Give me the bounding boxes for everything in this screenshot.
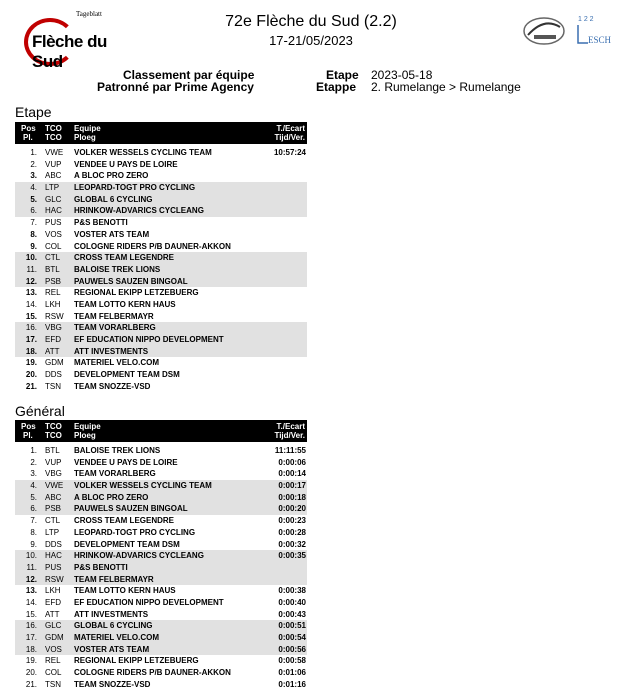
team-name-cell: GLOBAL 6 CYCLING: [74, 194, 153, 204]
team-code-cell: COL: [45, 241, 62, 251]
table-row: [15, 147, 307, 159]
team-name-cell: EF EDUCATION NIPPO DEVELOPMENT: [74, 335, 224, 344]
col-tco-nl: TCO: [45, 431, 62, 440]
team-code-cell: DDS: [45, 370, 62, 380]
rank-cell: 5.: [30, 194, 37, 204]
table-row: [15, 492, 307, 504]
time-cell: 0:01:16: [278, 679, 306, 689]
team-code-cell: PSB: [45, 276, 62, 286]
team-code-cell: LKH: [45, 586, 61, 596]
table-row: [15, 585, 307, 597]
team-code-cell: VWE: [45, 481, 64, 491]
sponsor-logos: [522, 13, 617, 49]
col-team-nl: Ploeg: [74, 133, 96, 142]
col-time-nl: Tijd/Ver.: [274, 133, 305, 142]
time-cell: 0:00:28: [278, 527, 306, 537]
team-name-cell: ATT INVESTMENTS: [74, 346, 149, 356]
table-row: [15, 346, 307, 358]
team-code-cell: VOS: [45, 229, 62, 239]
team-name-cell: DEVELOPMENT TEAM DSM: [74, 539, 180, 549]
team-name-cell: TEAM LOTTO KERN HAUS: [74, 586, 176, 596]
sponsor-line: Patronné par Prime Agency: [97, 80, 254, 94]
team-code-cell: VUP: [45, 457, 62, 467]
team-code-cell: RSW: [45, 311, 64, 321]
rank-cell: 1.: [30, 446, 37, 455]
svg-text:1 2 2: 1 2 2: [578, 16, 594, 23]
team-name-cell: A BLOC PRO ZERO: [74, 492, 149, 502]
table-row: [15, 264, 307, 276]
team-name-cell: VOLKER WESSELS CYCLING TEAM: [74, 148, 212, 157]
rank-cell: 8.: [30, 229, 37, 239]
team-code-cell: VOS: [45, 644, 62, 654]
rank-cell: 20.: [25, 370, 37, 380]
time-cell: 0:00:40: [278, 597, 306, 607]
time-cell: 0:00:32: [278, 539, 306, 549]
rank-cell: 10.: [25, 253, 37, 263]
table-row: [15, 205, 307, 217]
rank-cell: 21.: [25, 679, 37, 689]
table-row: [15, 574, 307, 586]
team-name-cell: HRINKOW-ADVARICS CYCLEANG: [74, 206, 204, 216]
team-name-cell: TEAM FELBERMAYR: [74, 311, 154, 321]
col-team: Equipe: [74, 124, 101, 133]
rank-cell: 14.: [25, 597, 37, 607]
rank-cell: 6.: [30, 504, 37, 514]
time-cell: 0:01:06: [278, 668, 306, 678]
rank-cell: 5.: [30, 492, 37, 502]
rank-cell: 18.: [25, 644, 37, 654]
rank-cell: 3.: [30, 469, 37, 479]
team-code-cell: LTP: [45, 183, 60, 193]
team-name-cell: EF EDUCATION NIPPO DEVELOPMENT: [74, 597, 224, 607]
rank-cell: 11.: [26, 562, 37, 572]
table-header: [15, 122, 307, 144]
team-code-cell: VBG: [45, 323, 62, 333]
col-time-nl: Tijd/Ver.: [274, 431, 305, 440]
time-cell: 0:00:06: [278, 457, 306, 467]
team-code-cell: VWE: [45, 148, 64, 157]
time-cell: 0:00:20: [278, 504, 306, 514]
team-name-cell: COLOGNE RIDERS P/B DAUNER-AKKON: [74, 668, 231, 678]
team-name-cell: CROSS TEAM LEGENDRE: [74, 253, 175, 263]
time-cell: 0:00:51: [278, 621, 306, 631]
team-code-cell: HAC: [45, 206, 62, 216]
team-name-cell: PAUWELS SAUZEN BINGOAL: [74, 504, 188, 514]
team-code-cell: COL: [45, 668, 62, 678]
team-name-cell: P&S BENOTTI: [74, 562, 128, 572]
time-cell: 0:00:56: [278, 644, 306, 654]
rank-cell: 4.: [30, 183, 37, 193]
team-name-cell: VOLKER WESSELS CYCLING TEAM: [74, 481, 212, 491]
table-row: [15, 539, 307, 551]
rank-cell: 2.: [30, 457, 37, 467]
team-name-cell: REGIONAL EKIPP LETZEBUERG: [74, 656, 199, 666]
team-name-cell: TEAM LOTTO KERN HAUS: [74, 299, 176, 309]
team-name-cell: LEOPARD-TOGT PRO CYCLING: [74, 183, 196, 193]
col-tco-nl: TCO: [45, 133, 62, 142]
team-name-cell: TEAM SNOZZE-VSD: [74, 381, 151, 391]
team-code-cell: ATT: [45, 609, 60, 619]
table-row: [15, 334, 307, 346]
team-name-cell: TEAM VORARLBERG: [74, 469, 156, 479]
team-name-cell: MATERIEL VELO.COM: [74, 358, 160, 368]
team-name-cell: REGIONAL EKIPP LETZEBUERG: [74, 288, 199, 298]
team-name-cell: VOSTER ATS TEAM: [74, 229, 150, 239]
table-row: [15, 679, 307, 691]
team-name-cell: TEAM VORARLBERG: [74, 323, 156, 333]
table-row: [15, 644, 307, 656]
table-row: [15, 241, 307, 253]
rank-cell: 10.: [25, 551, 37, 561]
team-code-cell: BTL: [45, 264, 60, 274]
team-name-cell: DEVELOPMENT TEAM DSM: [74, 370, 180, 380]
team-code-cell: PUS: [45, 218, 62, 228]
team-code-cell: GDM: [45, 358, 64, 368]
rank-cell: 9.: [30, 241, 37, 251]
rank-cell: 13.: [25, 586, 37, 596]
rank-cell: 13.: [25, 288, 37, 298]
table-row: [15, 217, 307, 229]
etape-label: Etape: [326, 68, 359, 82]
etappe-label: Etappe: [316, 80, 357, 94]
rank-cell: 15.: [25, 609, 37, 619]
team-name-cell: CROSS TEAM LEGENDRE: [74, 516, 175, 526]
rank-cell: 19.: [25, 358, 37, 368]
time-cell: 0:00:17: [278, 481, 306, 491]
table-row: [15, 527, 307, 539]
logo-tagline: Tageblatt: [76, 10, 102, 18]
rank-cell: 16.: [25, 323, 37, 333]
team-code-cell: TSN: [45, 679, 61, 689]
team-code-cell: ATT: [45, 346, 60, 356]
general-section-title: Général: [15, 403, 65, 419]
etape-date: 2023-05-18: [371, 68, 433, 82]
table-row: [15, 182, 307, 194]
table-row: [15, 276, 307, 288]
table-row: [15, 170, 307, 182]
rank-cell: 6.: [30, 206, 37, 216]
team-name-cell: LEOPARD-TOGT PRO CYCLING: [74, 527, 196, 537]
team-code-cell: EFD: [45, 335, 61, 344]
rank-cell: 12.: [25, 276, 37, 286]
etape-section-title: Etape: [15, 104, 52, 120]
time-cell: 10:57:24: [273, 148, 306, 157]
team-name-cell: VOSTER ATS TEAM: [74, 644, 150, 654]
team-code-cell: DDS: [45, 539, 62, 549]
table-row: [15, 562, 307, 574]
classification-title: Classement par équipe: [123, 68, 255, 82]
rank-cell: 21.: [25, 381, 37, 391]
team-name-cell: PAUWELS SAUZEN BINGOAL: [74, 276, 188, 286]
table-row: [15, 445, 307, 457]
rank-cell: 20.: [25, 668, 37, 678]
rank-cell: 15.: [25, 311, 37, 321]
rank-cell: 11.: [26, 264, 37, 274]
team-code-cell: HAC: [45, 551, 62, 561]
team-name-cell: TEAM SNOZZE-VSD: [74, 679, 151, 689]
team-code-cell: ABC: [45, 171, 62, 181]
race-title: 72e Flèche du Sud (2.2): [225, 13, 397, 30]
team-name-cell: COLOGNE RIDERS P/B DAUNER-AKKON: [74, 241, 231, 251]
time-cell: 0:00:23: [278, 516, 306, 526]
time-cell: 0:00:14: [278, 469, 306, 479]
team-name-cell: HRINKOW-ADVARICS CYCLEANG: [74, 551, 204, 561]
time-cell: 0:00:35: [278, 551, 306, 561]
time-cell: 0:00:54: [278, 633, 306, 642]
table-row: [15, 229, 307, 241]
team-code-cell: VUP: [45, 159, 62, 169]
col-team: Equipe: [74, 422, 101, 431]
time-cell: 0:00:43: [278, 609, 306, 619]
col-time: T./Ecart: [276, 422, 305, 431]
col-pos-nl: Pl.: [23, 133, 33, 142]
team-name-cell: VENDEE U PAYS DE LOIRE: [74, 457, 178, 467]
rank-cell: 4.: [30, 481, 37, 491]
team-code-cell: PUS: [45, 562, 62, 572]
team-code-cell: REL: [45, 656, 61, 666]
team-code-cell: CTL: [45, 516, 61, 526]
team-code-cell: BTL: [45, 446, 60, 455]
rank-cell: 17.: [25, 335, 37, 344]
table-row: [15, 369, 307, 381]
col-pos: Pos: [21, 422, 36, 431]
rank-cell: 12.: [25, 574, 37, 584]
col-team-nl: Ploeg: [74, 431, 96, 440]
rank-cell: 14.: [25, 299, 37, 309]
time-cell: 0:00:58: [278, 656, 306, 666]
rank-cell: 9.: [30, 539, 37, 549]
team-code-cell: VBG: [45, 469, 62, 479]
table-row: [15, 159, 307, 171]
table-row: [15, 357, 307, 369]
col-pos-nl: Pl.: [23, 431, 33, 440]
table-row: [15, 381, 307, 393]
table-row: [15, 655, 307, 667]
team-code-cell: RSW: [45, 574, 64, 584]
team-code-cell: GLC: [45, 621, 62, 631]
rank-cell: 7.: [30, 516, 37, 526]
table-row: [15, 550, 307, 562]
rank-cell: 17.: [25, 633, 37, 642]
rank-cell: 16.: [25, 621, 37, 631]
table-row: [15, 503, 307, 515]
table-row: [15, 480, 307, 492]
rank-cell: 19.: [25, 656, 37, 666]
team-code-cell: REL: [45, 288, 61, 298]
table-row: [15, 194, 307, 206]
table-row: [15, 252, 307, 264]
table-row: [15, 322, 307, 334]
team-name-cell: P&S BENOTTI: [74, 218, 128, 228]
col-pos: Pos: [21, 124, 36, 133]
team-name-cell: TEAM FELBERMAYR: [74, 574, 154, 584]
table-row: [15, 620, 307, 632]
table-row: [15, 468, 307, 480]
rank-cell: 18.: [25, 346, 37, 356]
table-header: [15, 420, 307, 442]
rank-cell: 7.: [30, 218, 37, 228]
time-cell: 0:00:38: [278, 586, 306, 596]
team-code-cell: GDM: [45, 633, 64, 642]
team-name-cell: BALOISE TREK LIONS: [74, 446, 161, 455]
rank-cell: 1.: [30, 148, 37, 157]
table-row: [15, 667, 307, 679]
table-row: [15, 609, 307, 621]
svg-text:ESCH: ESCH: [588, 35, 612, 45]
team-code-cell: PSB: [45, 504, 62, 514]
col-tco: TCO: [45, 124, 62, 133]
cycling-club-logo-icon: [522, 13, 617, 49]
time-cell: 11:11:55: [274, 446, 306, 455]
col-time: T./Ecart: [276, 124, 305, 133]
table-row: [15, 515, 307, 527]
race-dates: 17-21/05/2023: [269, 33, 353, 48]
team-code-cell: EFD: [45, 597, 61, 607]
team-code-cell: ABC: [45, 492, 62, 502]
table-row: [15, 287, 307, 299]
team-code-cell: TSN: [45, 381, 61, 391]
etape-name: 2. Rumelange > Rumelange: [371, 80, 521, 94]
time-cell: 0:00:18: [278, 492, 306, 502]
col-tco: TCO: [45, 422, 62, 431]
team-code-cell: GLC: [45, 194, 62, 204]
logo-wordmark: Flèche du Sud: [32, 32, 107, 71]
team-name-cell: VENDEE U PAYS DE LOIRE: [74, 159, 178, 169]
team-name-cell: BALOISE TREK LIONS: [74, 264, 161, 274]
etape-table: [15, 122, 307, 392]
table-row: [15, 597, 307, 609]
table-row: [15, 632, 307, 644]
rank-cell: 2.: [30, 159, 37, 169]
table-row: [15, 299, 307, 311]
team-code-cell: CTL: [45, 253, 61, 263]
team-name-cell: ATT INVESTMENTS: [74, 609, 149, 619]
rank-cell: 3.: [30, 171, 37, 181]
table-row: [15, 457, 307, 469]
team-code-cell: LKH: [45, 299, 61, 309]
general-table: [15, 420, 307, 690]
table-row: [15, 311, 307, 323]
team-name-cell: A BLOC PRO ZERO: [74, 171, 149, 181]
team-code-cell: LTP: [45, 527, 60, 537]
rank-cell: 8.: [30, 527, 37, 537]
team-name-cell: GLOBAL 6 CYCLING: [74, 621, 153, 631]
team-name-cell: MATERIEL VELO.COM: [74, 633, 160, 642]
